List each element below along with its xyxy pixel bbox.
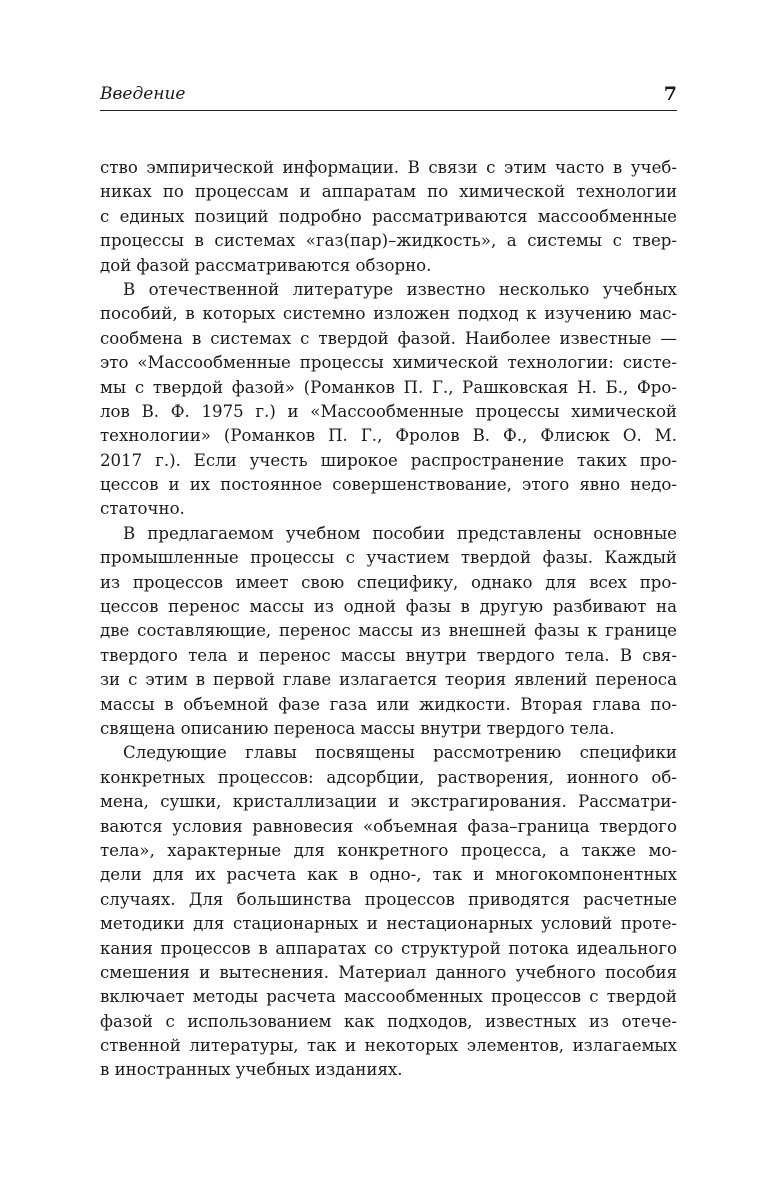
text-line: фазой с использованием как подходов, известных из отече-	[100, 1011, 677, 1031]
text-line: смешения и вытеснения. Материал данного учебного пособия	[100, 962, 677, 982]
text-line: 2017 г.). Если учесть широкое распространение таких про-	[100, 450, 677, 470]
paragraph	[100, 522, 677, 742]
book-page	[100, 72, 677, 1152]
text-line: дой фазой рассматриваются обзорно.	[100, 255, 432, 275]
text-line: ваются условия равновесия «объемная фаза–граница твердого	[100, 816, 677, 836]
body-text	[100, 156, 677, 1083]
text-line: включает методы расчета массообменных процессов с твердой	[100, 987, 677, 1007]
text-line: лов В. Ф. 1975 г.) и «Массообменные процессы химической	[100, 401, 677, 421]
text-line: мена, сушки, кристаллизации и экстрагирования. Рассматри-	[100, 792, 677, 812]
text-line: две составляющие, перенос массы из внешней фазы к границе	[100, 621, 677, 641]
text-line: из процессов имеет свою специфику, однако для всех про-	[100, 572, 677, 592]
text-line: пособий, в которых системно изложен подход к изучению мас-	[100, 304, 677, 324]
text-line: зи с этим в первой главе излагается теория явлений переноса	[100, 670, 677, 690]
text-line: В предлагаемом учебном пособии представлены основные	[123, 523, 677, 543]
text-line: статочно.	[100, 499, 185, 519]
text-line: массы в объемной фазе газа или жидкости. Вторая глава по-	[100, 694, 677, 714]
text-line: тела», характерные для конкретного процесса, а также мо-	[100, 840, 677, 860]
text-line: твердого тела и перенос массы внутри твердого тела. В свя-	[100, 645, 677, 665]
text-line: случаях. Для большинства процессов приводятся расчетные	[100, 889, 677, 909]
text-line: технологии» (Романков П. Г., Фролов В. Ф., Флисюк О. М.	[100, 426, 677, 446]
paragraph	[100, 156, 677, 278]
paragraph	[100, 278, 677, 522]
text-line: В отечественной литературе известно несколько учебных	[123, 279, 677, 299]
text-line: цессов перенос массы из одной фазы в другую разбивают на	[100, 597, 677, 617]
text-line: мы с твердой фазой» (Романков П. Г., Рашковская Н. Б., Фро-	[100, 377, 677, 397]
text-line: дели для их расчета как в одно-, так и многокомпонентных	[100, 865, 677, 885]
text-line: процессы в системах «газ(пар)–жидкость», а системы с твер-	[100, 231, 677, 251]
text-line: конкретных процессов: адсорбции, растворения, ионного об-	[100, 767, 677, 787]
section-title: Введение	[100, 84, 186, 104]
text-line: сообмена в системах с твердой фазой. Наиболее известные —	[100, 328, 677, 348]
text-line: священа описанию переноса массы внутри твердого тела.	[100, 718, 615, 738]
text-line: ственной литературы, так и некоторых элементов, излагаемых	[100, 1036, 677, 1056]
paragraph	[100, 741, 677, 1082]
text-line: цессов и их постоянное совершенствование, этого явно недо-	[100, 475, 677, 495]
text-line: ство эмпирической информации. В связи с этим часто в учеб-	[100, 158, 677, 177]
page-number: 7	[663, 83, 677, 105]
text-line: Следующие главы посвящены рассмотрению специфики	[123, 743, 677, 763]
text-line: кания процессов в аппаратах со структурой потока идеального	[100, 938, 677, 958]
text-line: никах по процессам и аппаратам по химической технологии	[100, 182, 677, 202]
text-line: с единых позиций подробно рассматриваются массообменные	[100, 206, 677, 226]
text-line: промышленные процессы с участием твердой фазы. Каждый	[100, 548, 677, 568]
running-header	[100, 72, 677, 111]
text-line: это «Массообменные процессы химической технологии: систе-	[100, 353, 677, 373]
text-line: в иностранных учебных изданиях.	[100, 1060, 403, 1080]
text-line: методики для стационарных и нестационарных условий проте-	[100, 914, 677, 934]
